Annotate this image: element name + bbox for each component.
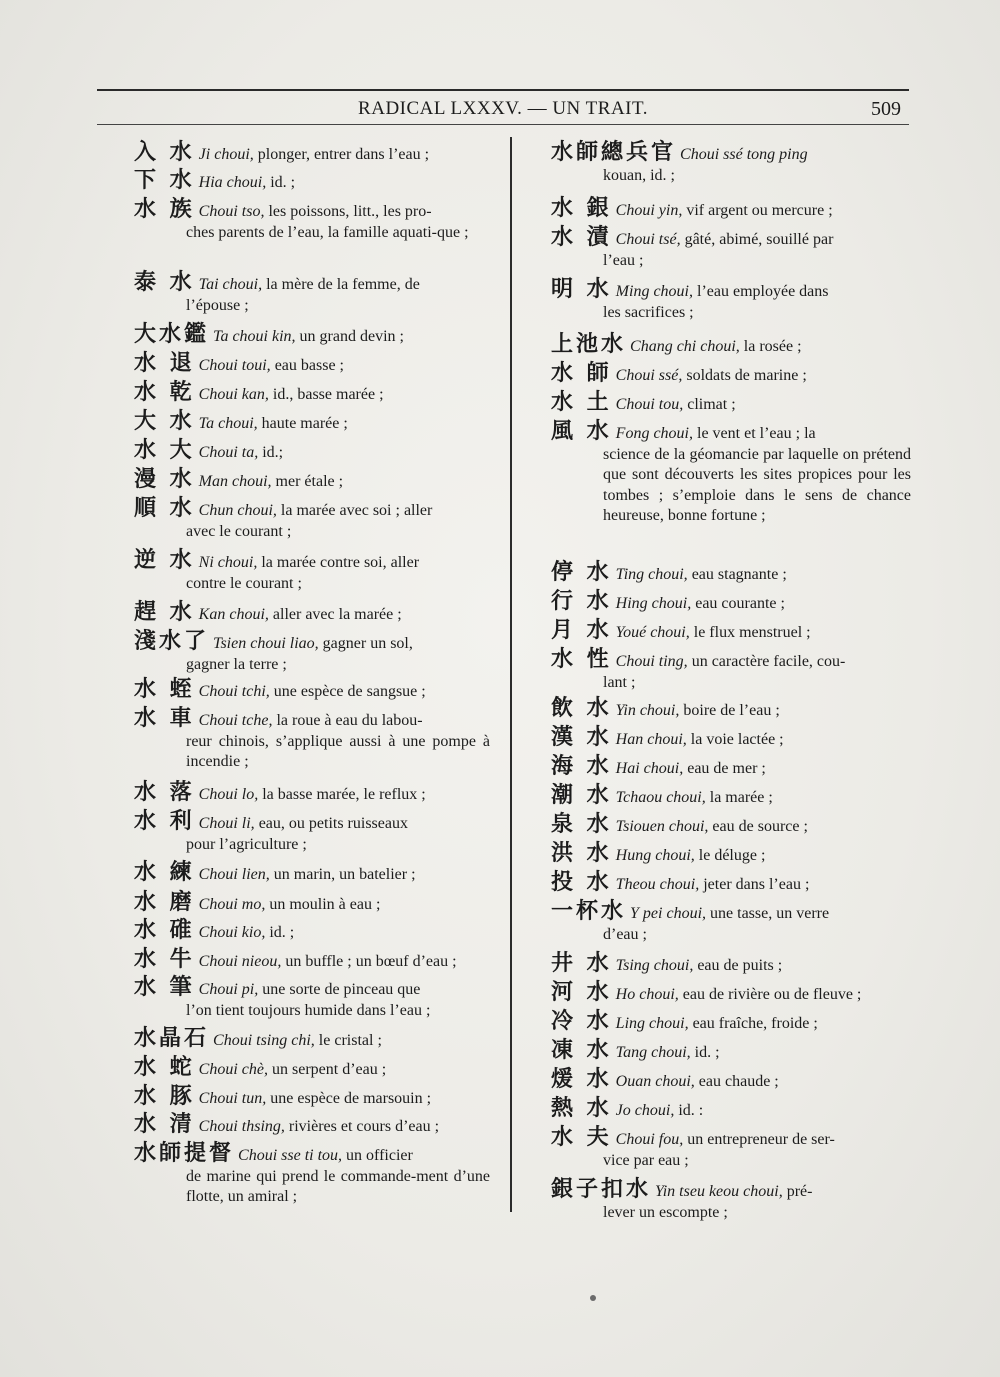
definition: l’eau employée dans (697, 283, 829, 300)
romanization: Choui toui, (198, 357, 271, 374)
definition: la marée ; (709, 789, 773, 806)
dictionary-entry (551, 870, 911, 896)
chinese-headword: 水 清 (134, 1112, 195, 1137)
dictionary-entry (134, 1055, 490, 1081)
chinese-headword: 熱 水 (551, 1096, 612, 1121)
definition: eau de puits ; (697, 957, 783, 974)
romanization: Choui li, (198, 815, 255, 832)
dictionary-entry (134, 409, 490, 435)
romanization: Chang chi choui, (630, 338, 740, 355)
romanization: Choui tche, (198, 712, 273, 729)
definition: un moulin à eau ; (269, 896, 381, 913)
definition: id. ; (694, 1044, 720, 1061)
dictionary-entry (134, 322, 490, 348)
definition: le flux menstruel ; (693, 624, 811, 641)
dictionary-entry (134, 1141, 490, 1208)
dictionary-entry (551, 1038, 911, 1064)
definition: un officier (346, 1147, 413, 1164)
romanization: Choui ta, (198, 444, 259, 461)
chinese-headword: 漫 水 (134, 467, 195, 492)
romanization: Jo choui, (615, 1102, 675, 1119)
dictionary-entry (134, 677, 490, 703)
dictionary-entry (134, 706, 490, 773)
romanization: Han choui, (615, 731, 687, 748)
definition-continuation: ches parents de l’eau, la famille aquati-que ; (186, 223, 469, 241)
definition: un buffle ; un bœuf d’eau ; (285, 953, 457, 970)
romanization: Tsien choui liao, (213, 635, 319, 652)
dictionary-entry (551, 647, 911, 693)
chinese-headword: 入 水 (134, 140, 195, 165)
romanization: Choui yin, (615, 202, 683, 219)
dictionary-entry (134, 351, 490, 377)
dictionary-entry (551, 841, 911, 867)
chinese-headword: 風 水 (551, 419, 612, 444)
definition: les poissons, litt., les pro- (268, 203, 432, 220)
romanization: Choui ssé, (615, 367, 683, 384)
definition: pré- (786, 1183, 813, 1200)
definition-continuation: gagner la terre ; (186, 655, 287, 673)
dictionary-entry (551, 1009, 911, 1035)
definition-continuation: contre le courant ; (186, 574, 302, 592)
chinese-headword: 水 利 (134, 809, 195, 834)
romanization: Tang choui, (615, 1044, 691, 1061)
romanization: Choui pi, (198, 981, 259, 998)
definition-continuation: kouan, id. ; (603, 166, 675, 184)
definition: eau stagnante ; (691, 566, 787, 583)
romanization: Choui tun, (198, 1090, 267, 1107)
dictionary-entry (551, 560, 911, 586)
chinese-headword: 水 蛇 (134, 1055, 195, 1080)
romanization: Choui tou, (615, 396, 684, 413)
definition-continuation: l’épouse ; (186, 296, 249, 314)
chinese-headword: 水 土 (551, 390, 612, 415)
definition: id. : (678, 1102, 704, 1119)
chinese-headword: 河 水 (551, 980, 612, 1005)
chinese-headword: 水 漬 (551, 225, 612, 250)
column-divider (510, 137, 512, 1212)
page-header (97, 96, 909, 126)
romanization: Ho choui, (615, 986, 679, 1003)
chinese-headword: 水 退 (134, 351, 195, 376)
romanization: Choui ssé tong ping (680, 146, 808, 163)
definition: plonger, entrer dans l’eau ; (257, 146, 430, 163)
romanization: Tai choui, (198, 276, 263, 293)
definition: climat ; (687, 396, 736, 413)
definition: rivières et cours d’eau ; (288, 1118, 440, 1135)
chinese-headword: 泰 水 (134, 270, 195, 295)
chinese-headword: 水 磨 (134, 890, 195, 915)
romanization: Hing choui, (615, 595, 692, 612)
romanization: Choui fou, (615, 1131, 684, 1148)
dictionary-entry (551, 332, 911, 358)
definition: un serpent d’eau ; (272, 1061, 387, 1078)
romanization: Choui tso, (198, 203, 265, 220)
definition: id. ; (269, 924, 295, 941)
dictionary-entry (134, 890, 490, 916)
dictionary-entry (134, 947, 490, 973)
dictionary-entry (134, 629, 490, 675)
definition-continuation: pour l’agriculture ; (186, 835, 307, 853)
chinese-headword: 大 水 (134, 409, 195, 434)
dictionary-entry (134, 438, 490, 464)
definition: eau chaude ; (698, 1073, 779, 1090)
chinese-headword: 水 大 (134, 438, 195, 463)
romanization: Chun choui, (198, 502, 277, 519)
dictionary-entry (551, 1125, 911, 1171)
chinese-headword: 水 性 (551, 647, 612, 672)
definition: eau fraîche, froide ; (692, 1015, 818, 1032)
definition: la rosée ; (743, 338, 802, 355)
romanization: Ta choui, (198, 415, 258, 432)
definition: eau de rivière ou de fleuve ; (682, 986, 862, 1003)
chinese-headword: 大水鑑 (134, 322, 210, 347)
chinese-headword: 月 水 (551, 618, 612, 643)
definition: id.; (262, 444, 284, 461)
dictionary-entry (551, 390, 911, 416)
chinese-headword: 水 練 (134, 860, 195, 885)
romanization: Choui tsé, (615, 231, 681, 248)
chinese-headword: 水 落 (134, 780, 195, 805)
chinese-headword: 明 水 (551, 277, 612, 302)
romanization: Choui tchi, (198, 683, 270, 700)
chinese-headword: 水 豚 (134, 1084, 195, 1109)
chinese-headword: 海 水 (551, 754, 612, 779)
romanization: Man choui, (198, 473, 272, 490)
chinese-headword: 洪 水 (551, 841, 612, 866)
chinese-headword: 一杯水 (551, 899, 627, 924)
dictionary-entry (551, 980, 911, 1006)
definition: eau basse ; (274, 357, 344, 374)
chinese-headword: 投 水 (551, 870, 612, 895)
definition: gâté, abimé, souillé par (684, 231, 834, 248)
chinese-headword: 銀子扣水 (551, 1177, 652, 1202)
definition: aller avec la marée ; (272, 606, 402, 623)
dictionary-entry (134, 168, 490, 194)
dictionary-entry (134, 1084, 490, 1110)
definition-continuation: vice par eau ; (603, 1151, 689, 1169)
dictionary-entry (134, 809, 490, 855)
romanization: Hia choui, (198, 174, 267, 191)
chinese-headword: 行 水 (551, 589, 612, 614)
definition: le déluge ; (698, 847, 766, 864)
dictionary-entry (551, 225, 911, 271)
romanization: Ji choui, (198, 146, 254, 163)
definition: le vent et l’eau ; la (697, 425, 816, 442)
chinese-headword: 水 蛭 (134, 677, 195, 702)
chinese-headword: 水 銀 (551, 196, 612, 221)
dictionary-entry (551, 419, 911, 527)
dictionary-entry (134, 140, 490, 166)
chinese-headword: 順 水 (134, 496, 195, 521)
dictionary-entry (551, 618, 911, 644)
definition: boire de l’eau ; (683, 702, 780, 719)
definition-continuation: l’on tient toujours humide dans l’eau ; (186, 1001, 431, 1019)
chinese-headword: 水 族 (134, 197, 195, 222)
dictionary-entry (551, 196, 911, 222)
header-rule (97, 124, 909, 125)
dictionary-entry (134, 780, 490, 806)
romanization: Choui sse ti tou, (238, 1147, 343, 1164)
romanization: Hai choui, (615, 760, 684, 777)
chinese-headword: 水 乾 (134, 380, 195, 405)
romanization: Choui tsing chi, (213, 1032, 315, 1049)
chinese-headword: 水 夫 (551, 1125, 612, 1150)
chinese-headword: 泉 水 (551, 812, 612, 837)
romanization: Ming choui, (615, 283, 693, 300)
chinese-headword: 冷 水 (551, 1009, 612, 1034)
romanization: Choui chè, (198, 1061, 268, 1078)
dictionary-entry (134, 496, 490, 542)
romanization: Choui kan, (198, 386, 269, 403)
romanization: Choui kio, (198, 924, 266, 941)
dictionary-entry (551, 140, 911, 186)
definition: la mère de la femme, de (266, 276, 420, 293)
definition: le cristal ; (318, 1032, 382, 1049)
definition: vif argent ou mercure ; (686, 202, 833, 219)
definition: eau, ou petits ruisseaux (258, 815, 408, 832)
definition: la voie lactée ; (690, 731, 784, 748)
dictionary-entry (551, 812, 911, 838)
definition: soldats de marine ; (686, 367, 807, 384)
chinese-headword: 水師總兵官 (551, 140, 677, 165)
romanization: Choui thsing, (198, 1118, 285, 1135)
dictionary-entry (551, 783, 911, 809)
romanization: Hung choui, (615, 847, 695, 864)
dictionary-entry (551, 951, 911, 977)
definition-continuation: de marine qui prend le commande-ment d’une flotte, un amiral ; (186, 1167, 490, 1205)
definition: un marin, un batelier ; (273, 866, 416, 883)
dictionary-entry (134, 1026, 490, 1052)
definition-continuation: avec le courant ; (186, 522, 292, 540)
chinese-headword: 水 筆 (134, 975, 195, 1000)
definition: jeter dans l’eau ; (703, 876, 810, 893)
dictionary-entry (551, 696, 911, 722)
dictionary-entry (134, 380, 490, 406)
romanization: Kan choui, (198, 606, 269, 623)
romanization: Ouan choui, (615, 1073, 695, 1090)
romanization: Tsiouen choui, (615, 818, 709, 835)
romanization: Ta choui kin, (213, 328, 296, 345)
romanization: Fong choui, (615, 425, 693, 442)
definition: eau de mer ; (687, 760, 766, 777)
chinese-headword: 上池水 (551, 332, 627, 357)
definition: eau de source ; (712, 818, 808, 835)
romanization: Choui lien, (198, 866, 270, 883)
definition: un grand devin ; (299, 328, 404, 345)
romanization: Ling choui, (615, 1015, 689, 1032)
dictionary-entry (134, 548, 490, 594)
dictionary-entry (551, 1177, 911, 1223)
dictionary-entry (134, 1112, 490, 1138)
romanization: Ting choui, (615, 566, 688, 583)
definition: une espèce de marsouin ; (270, 1090, 432, 1107)
definition-continuation: les sacrifices ; (603, 303, 694, 321)
ink-spot (590, 1295, 596, 1301)
chinese-headword: 下 水 (134, 168, 195, 193)
romanization: Ni choui, (198, 554, 258, 571)
dictionary-entry (551, 277, 911, 323)
chinese-headword: 停 水 (551, 560, 612, 585)
chinese-headword: 水晶石 (134, 1026, 210, 1051)
romanization: Tsing choui, (615, 957, 694, 974)
definition: id. ; (270, 174, 296, 191)
definition-continuation: lever un escompte ; (603, 1203, 728, 1221)
definition: la roue à eau du labou- (276, 712, 423, 729)
definition: un entrepreneur de ser- (687, 1131, 835, 1148)
definition-continuation: l’eau ; (603, 251, 644, 269)
definition: mer étale ; (275, 473, 344, 490)
chinese-headword: 飲 水 (551, 696, 612, 721)
chinese-headword: 趕 水 (134, 600, 195, 625)
dictionary-entry (134, 270, 490, 316)
definition: gagner un sol, (322, 635, 413, 652)
definition: id., basse marée ; (272, 386, 384, 403)
romanization: Yin tseu keou choui, (655, 1183, 783, 1200)
chinese-headword: 水 車 (134, 706, 195, 731)
top-rule (97, 89, 909, 91)
dictionary-entry (551, 725, 911, 751)
dictionary-entry (134, 467, 490, 493)
definition: une espèce de sangsue ; (273, 683, 426, 700)
dictionary-entry (551, 899, 911, 945)
romanization: Choui lo, (198, 786, 259, 803)
romanization: Youé choui, (615, 624, 690, 641)
romanization: Y pei choui, (630, 905, 707, 922)
romanization: Choui nieou, (198, 953, 282, 970)
dictionary-entry (134, 860, 490, 886)
definition: haute marée ; (261, 415, 348, 432)
chinese-headword: 淺水了 (134, 629, 210, 654)
definition: la marée avec soi ; aller (280, 502, 433, 519)
romanization: Choui mo, (198, 896, 266, 913)
romanization: Tchaou choui, (615, 789, 706, 806)
dictionary-entry (551, 1096, 911, 1122)
romanization: Yin choui, (615, 702, 680, 719)
definition: la marée contre soi, aller (261, 554, 420, 571)
chinese-headword: 逆 水 (134, 548, 195, 573)
definition-continuation: d’eau ; (603, 925, 647, 943)
chinese-headword: 水 師 (551, 361, 612, 386)
romanization: Theou choui, (615, 876, 700, 893)
definition: une sorte de pinceau que (262, 981, 421, 998)
chinese-headword: 水 牛 (134, 947, 195, 972)
definition: eau courante ; (695, 595, 785, 612)
dictionary-entry (551, 589, 911, 615)
romanization: Choui ting, (615, 653, 688, 670)
definition-continuation: reur chinois, s’applique aussi à une pompe à incendie ; (186, 732, 490, 770)
running-title: RADICAL LXXXV. — UN TRAIT. (358, 98, 648, 119)
definition: la basse marée, le reflux ; (262, 786, 426, 803)
chinese-headword: 井 水 (551, 951, 612, 976)
definition: une tasse, un verre (710, 905, 830, 922)
dictionary-entry (134, 975, 490, 1021)
chinese-headword: 水 碓 (134, 918, 195, 943)
dictionary-entry (551, 361, 911, 387)
dictionary-entry (551, 754, 911, 780)
definition-continuation: science de la géomancie par laquelle on prétend que sont découverts les sites propices pour les tombes ; s’emploie dans le sens de chance heureuse, bonne fortune ; (603, 445, 911, 524)
dictionary-entry (134, 600, 490, 626)
definition-continuation: lant ; (603, 673, 636, 691)
chinese-headword: 凍 水 (551, 1038, 612, 1063)
chinese-headword: 煖 水 (551, 1067, 612, 1092)
definition: un caractère facile, cou- (691, 653, 846, 670)
dictionary-entry (134, 918, 490, 944)
chinese-headword: 水師提督 (134, 1141, 235, 1166)
dictionary-entry (551, 1067, 911, 1093)
dictionary-entry (134, 197, 490, 243)
page-number: 509 (871, 98, 901, 120)
chinese-headword: 漢 水 (551, 725, 612, 750)
chinese-headword: 潮 水 (551, 783, 612, 808)
